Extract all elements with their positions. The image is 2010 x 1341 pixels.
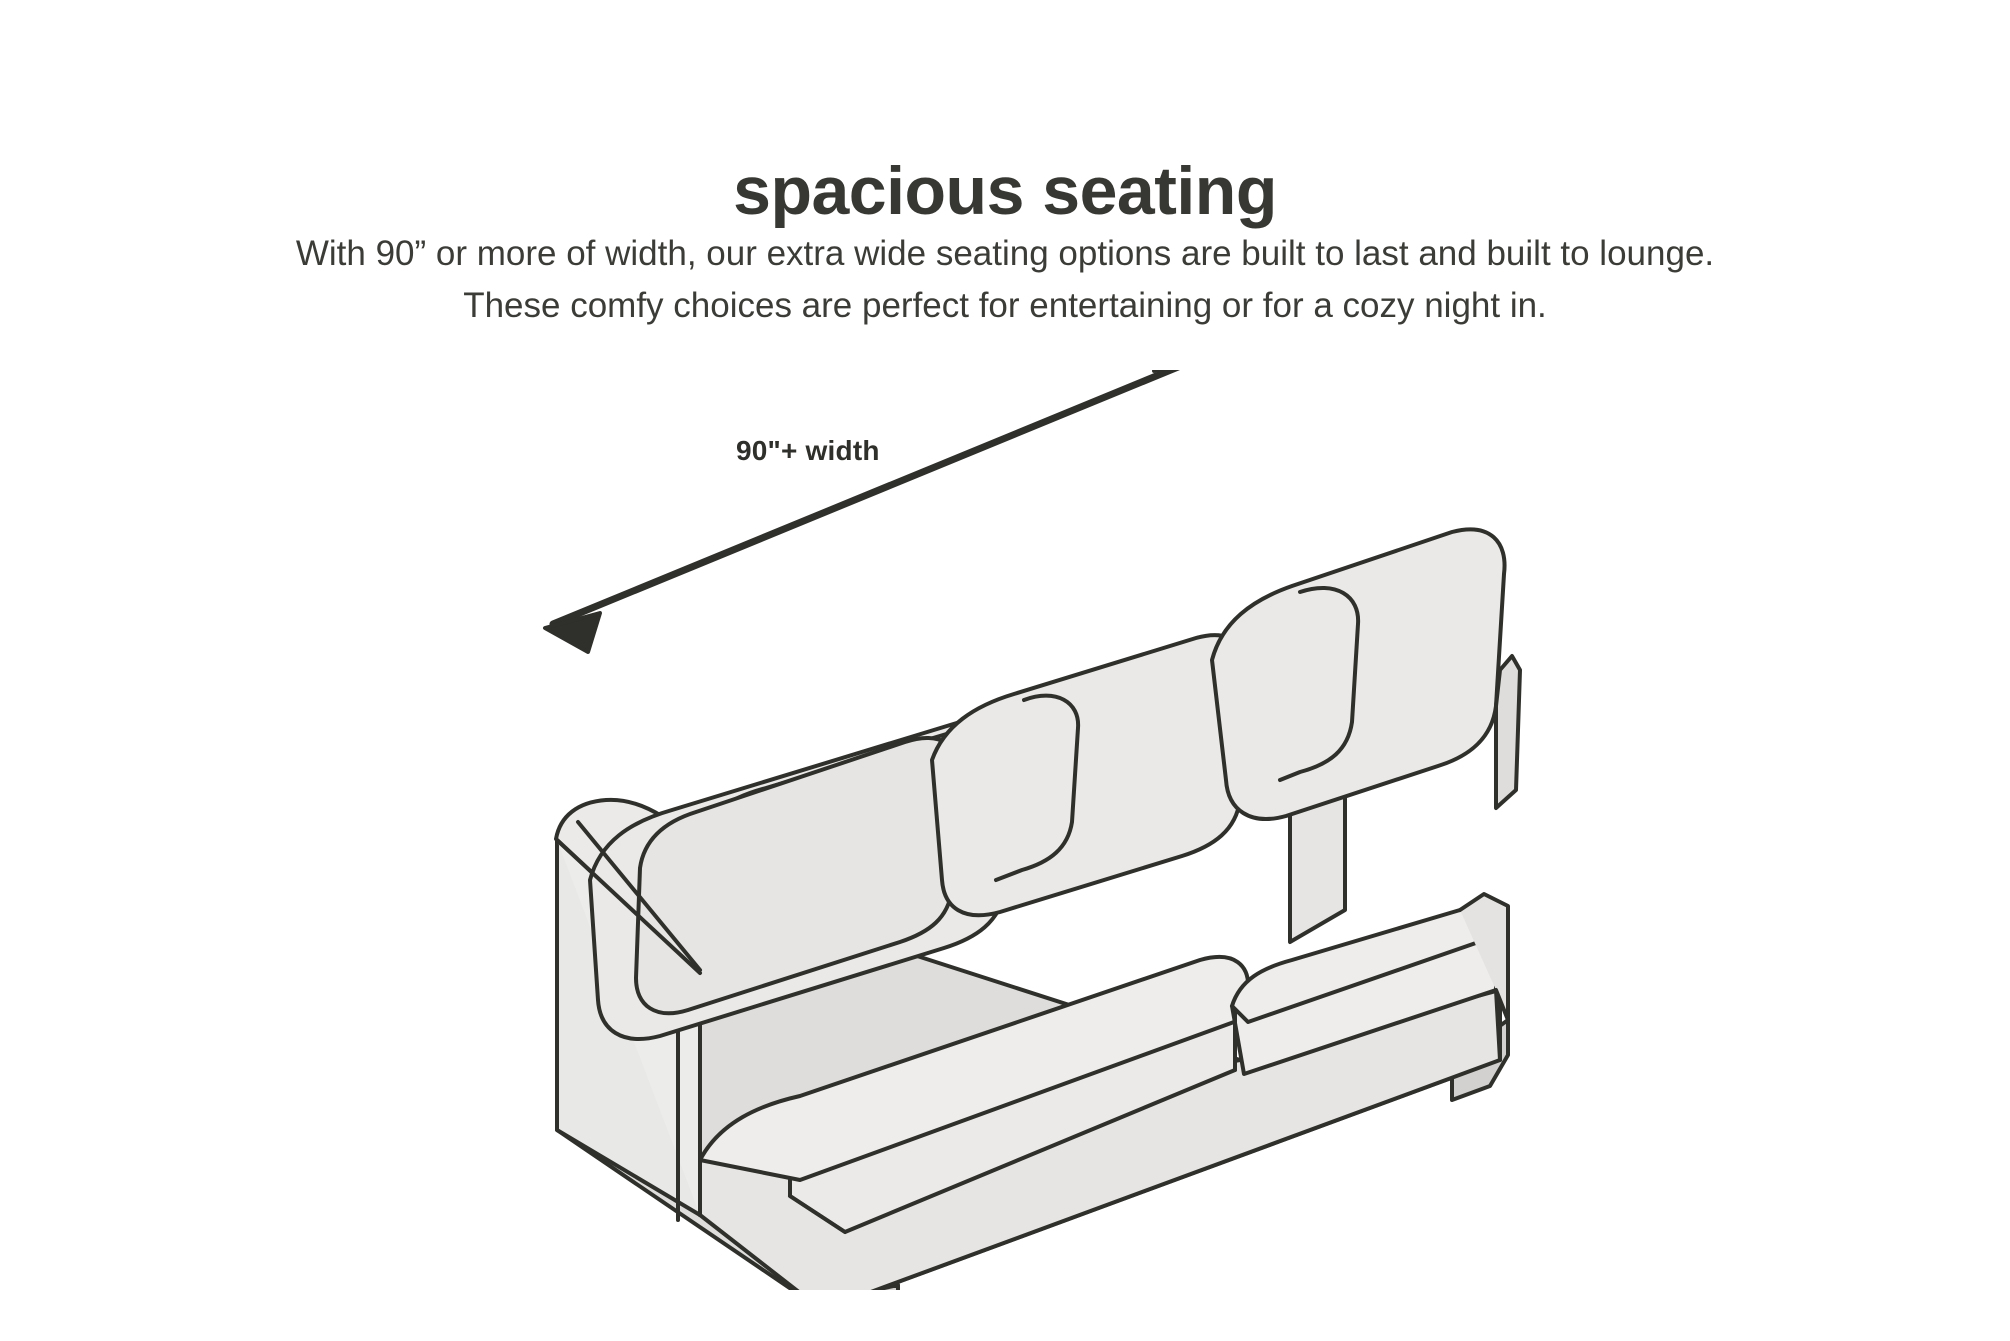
subcopy-line-2: These comfy choices are perfect for entertaining or for a cozy night in.: [463, 285, 1547, 325]
sofa-illustration: [0, 370, 2010, 1290]
page-subcopy: [0, 228, 2010, 332]
dimension-arrow: [553, 370, 1200, 624]
dimension-label: 90"+ width: [736, 435, 880, 466]
page-title: spacious seating: [733, 152, 1277, 229]
subcopy-line-1: With 90” or more of width, our extra wide seating options are built to last and built to lounge.: [295, 234, 1715, 273]
